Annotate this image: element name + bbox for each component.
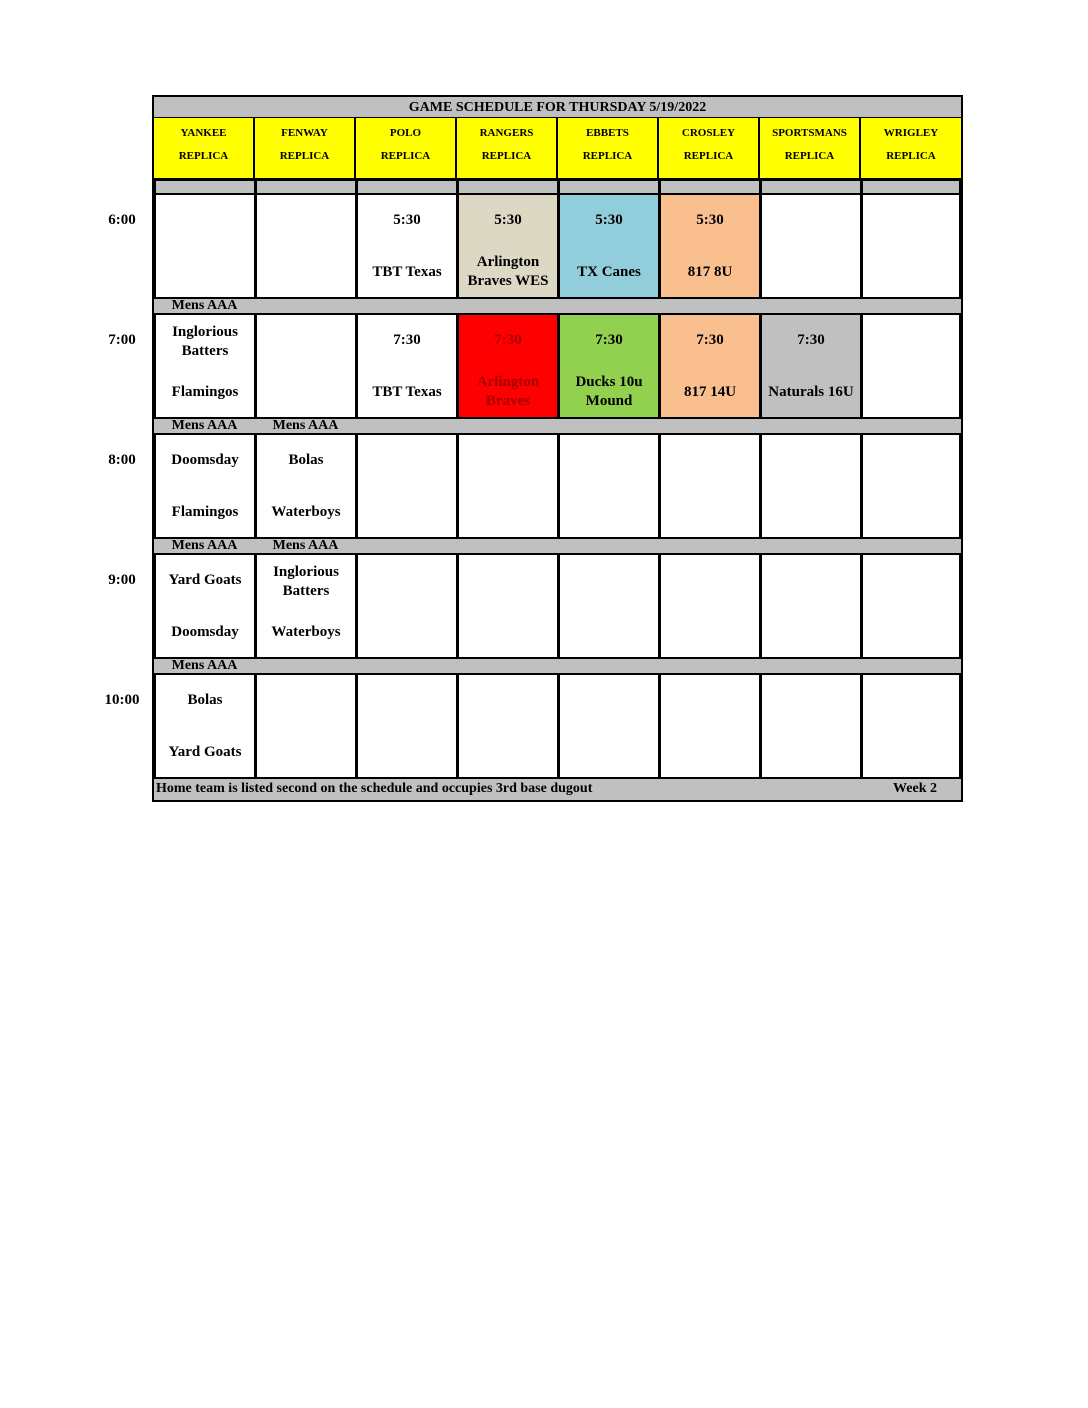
slot-bottom-text: Flamingos (171, 384, 239, 400)
footer-note: Home team is listed second on the schedule and occupies 3rd base dugout (156, 781, 593, 796)
empty-slot (558, 673, 660, 779)
field-header-fenway (255, 118, 356, 180)
field-header-rangers (457, 118, 558, 180)
field-name: SPORTSMANS (772, 127, 847, 139)
field-subname: REPLICA (886, 150, 936, 162)
division-label: Mens AAA (272, 538, 339, 553)
empty-slot (255, 193, 357, 299)
spacer-strip (760, 179, 862, 195)
empty-slot (356, 673, 458, 779)
field-subname: REPLICA (279, 150, 330, 162)
game-slot[interactable] (356, 313, 458, 419)
field-name: RANGERS (479, 127, 534, 139)
slot-top-text: 7:30 (696, 332, 724, 348)
slot-bottom-text: 817 8U (687, 264, 733, 280)
empty-slot (558, 553, 660, 659)
empty-slot (861, 433, 961, 539)
division-label: Mens AAA (171, 538, 238, 553)
game-slot[interactable] (659, 193, 761, 299)
empty-slot (356, 433, 458, 539)
empty-slot (255, 313, 357, 419)
slot-bottom-text: Doomsday (171, 624, 239, 640)
schedule-title: GAME SCHEDULE FOR THURSDAY 5/19/2022 (154, 97, 961, 118)
empty-slot (558, 433, 660, 539)
empty-slot (659, 433, 761, 539)
field-header-crosley (659, 118, 760, 180)
field-subname: REPLICA (683, 150, 734, 162)
empty-slot (457, 553, 559, 659)
slot-top-text: 5:30 (393, 212, 421, 228)
game-slot[interactable] (356, 193, 458, 299)
empty-slot (760, 553, 862, 659)
slot-bottom-text: Arlington Braves WES (467, 254, 549, 289)
slot-bottom-text: TBT Texas (372, 384, 442, 400)
empty-slot (861, 313, 961, 419)
slot-top-text: 5:30 (494, 212, 522, 228)
slot-bottom-text: Waterboys (271, 624, 341, 640)
division-label: Mens AAA (171, 658, 238, 673)
slot-bottom-text: TBT Texas (372, 264, 442, 280)
empty-slot (659, 673, 761, 779)
slot-bottom-text: Yard Goats (168, 744, 242, 760)
field-header-sportsmans (760, 118, 861, 180)
slot-bottom-text: Waterboys (271, 504, 341, 520)
slot-top-text: 7:30 (393, 332, 421, 348)
slot-top-text: Doomsday (171, 452, 239, 468)
spacer-strip (255, 179, 357, 195)
slot-top-text: 5:30 (595, 212, 623, 228)
game-slot[interactable] (457, 193, 559, 299)
game-slot[interactable] (154, 673, 256, 779)
field-header-wrigley (861, 118, 961, 180)
game-slot[interactable] (760, 313, 862, 419)
field-subname: REPLICA (178, 150, 229, 162)
slot-top-text: 7:30 (797, 332, 825, 348)
division-label: Mens AAA (171, 298, 238, 313)
slot-top-text: Yard Goats (168, 572, 242, 588)
slot-top-text: Bolas (187, 692, 223, 708)
spacer-strip (558, 179, 660, 195)
field-subname: REPLICA (380, 150, 431, 162)
slot-top-text: Inglorious Batters (172, 324, 238, 359)
time-label-9: 9:00 (108, 572, 136, 588)
slot-bottom-text: TX Canes (577, 264, 641, 280)
spacer-strip (659, 179, 761, 195)
game-slot[interactable] (154, 313, 256, 419)
field-name: FENWAY (281, 127, 328, 139)
empty-slot (861, 193, 961, 299)
spacer-strip (861, 179, 961, 195)
empty-slot (861, 673, 961, 779)
slot-bottom-text: Ducks 10u Mound (575, 374, 643, 409)
footer-week: Week 2 (893, 781, 937, 796)
empty-slot (760, 433, 862, 539)
field-subname: REPLICA (481, 150, 532, 162)
slot-bottom-text: Arlington Braves (476, 374, 540, 409)
slot-bottom-text: Flamingos (171, 504, 239, 520)
spacer-strip (457, 179, 559, 195)
spacer-strip (154, 179, 256, 195)
field-name: YANKEE (180, 127, 227, 139)
field-name: CROSLEY (681, 127, 736, 139)
spacer-strip (356, 179, 458, 195)
game-slot[interactable] (558, 193, 660, 299)
division-label: Mens AAA (171, 418, 238, 433)
slot-bottom-text: Naturals 16U (768, 384, 854, 400)
empty-slot (356, 553, 458, 659)
game-slot[interactable] (457, 313, 559, 419)
empty-slot (760, 193, 862, 299)
empty-slot (457, 433, 559, 539)
empty-slot (255, 673, 357, 779)
slot-top-text: 5:30 (696, 212, 724, 228)
field-subname: REPLICA (784, 150, 835, 162)
field-header-ebbets (558, 118, 659, 180)
time-label-8: 8:00 (108, 452, 136, 468)
field-header-yankee (154, 118, 255, 180)
slot-top-text: 7:30 (494, 332, 522, 348)
time-label-10: 10:00 (104, 692, 140, 708)
game-slot[interactable] (255, 433, 357, 539)
field-name: EBBETS (586, 127, 629, 139)
slot-top-text: Bolas (288, 452, 324, 468)
field-subname: REPLICA (582, 150, 633, 162)
game-slot[interactable] (154, 433, 256, 539)
field-name: WRIGLEY (883, 127, 939, 139)
schedule-table (152, 95, 963, 802)
field-header-polo (356, 118, 457, 180)
game-slot[interactable] (659, 313, 761, 419)
empty-slot (457, 673, 559, 779)
time-label-7: 7:00 (108, 332, 136, 348)
slot-top-text: 7:30 (595, 332, 623, 348)
slot-top-text: Inglorious Batters (273, 564, 339, 599)
game-slot[interactable] (255, 553, 357, 659)
game-slot[interactable] (558, 313, 660, 419)
time-label-6: 6:00 (108, 212, 136, 228)
empty-slot (659, 553, 761, 659)
game-slot[interactable] (154, 553, 256, 659)
division-label: Mens AAA (272, 418, 339, 433)
empty-slot (154, 193, 256, 299)
empty-slot (861, 553, 961, 659)
field-name: POLO (389, 127, 422, 139)
empty-slot (760, 673, 862, 779)
slot-bottom-text: 817 14U (683, 384, 737, 400)
